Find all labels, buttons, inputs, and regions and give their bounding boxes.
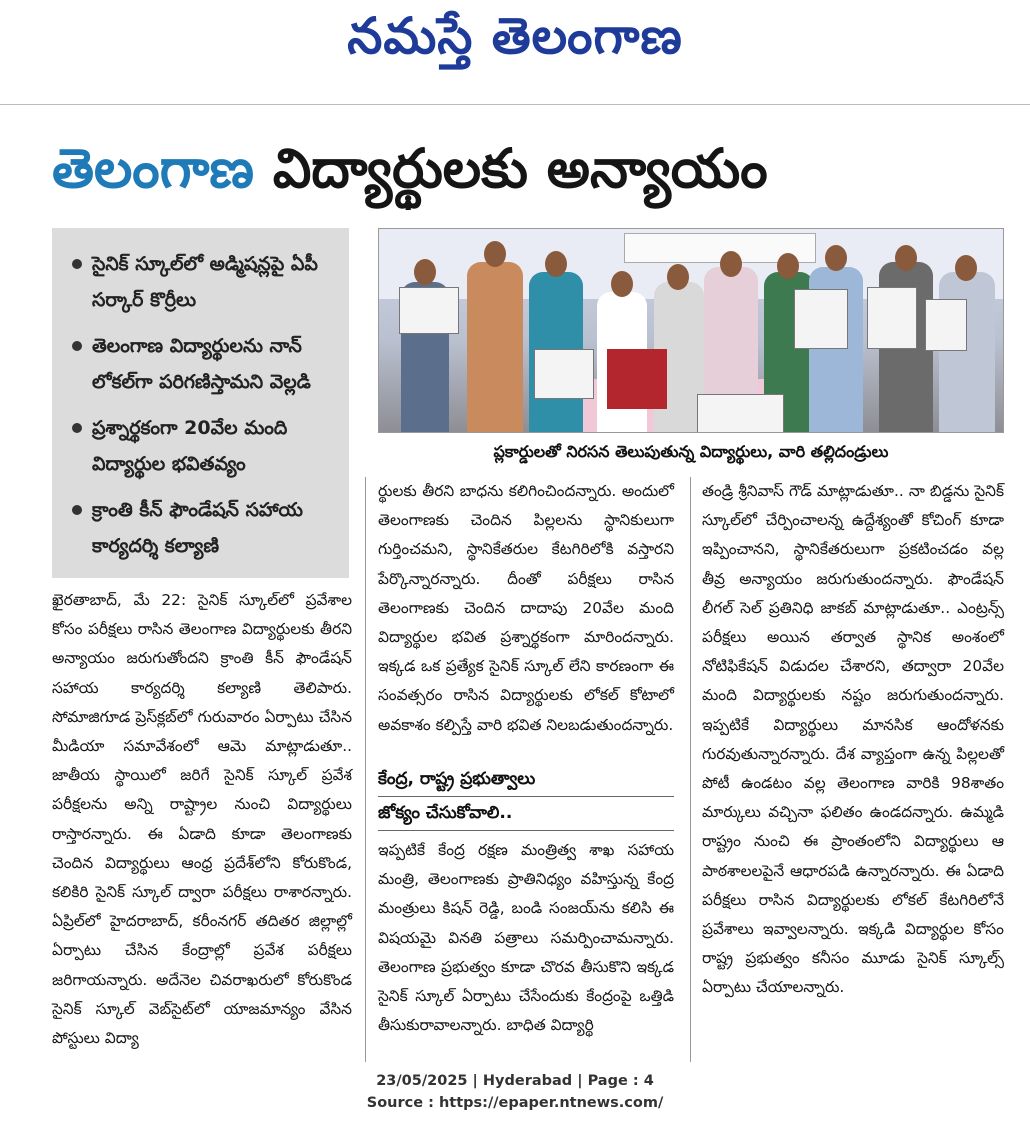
photo-person-head	[611, 271, 633, 297]
photo-person-head	[895, 245, 917, 271]
highlight-text: క్రాంతి కీన్ ఫౌండేషన్ సహాయ కార్యదర్శి కల్యాణి	[92, 499, 303, 557]
highlight-text: ప్రశ్నార్థకంగా 20వేల మంది విద్యార్థుల భవితవ్యం	[92, 417, 288, 475]
highlight-item	[72, 328, 337, 400]
photo-person-head	[545, 251, 567, 277]
bullet-icon	[72, 259, 82, 269]
column-divider	[365, 477, 366, 1062]
newspaper-logo: నమస్తే తెలంగాణ	[347, 6, 683, 65]
photo-person-head	[825, 245, 847, 271]
photo-placard	[925, 299, 967, 351]
article-column-2: ర్థులకు తీరని బాధను కలిగించిందన్నారు. అందులో తెలంగాణకు చెందిన పిల్లలను స్థానికులుగా గుర్తించమని, స్థానికేతరుల కేటగిరిలోకి వస్తారని పేర్కొన్నారన్నారు. దీంతో పరీక్షలు రాసిన తెలంగాణకు చెందిన దాదాపు 20వేల మంది విద్యార్థుల భవిత ప్రశ్నార్థకంగా మారిందన్నారు. ఇక్కడ ఒక ప్రత్యేక సైనిక్ స్కూల్ లేని కారణంగా ఈ సంవత్సరం రాసిన విద్యార్థులకు లోకల్ కోటాలో అవకాశం కల్పిస్తే వారి భవిత నిలబడుతుందన్నారు.	[378, 482, 674, 734]
photo-person	[939, 272, 995, 432]
highlight-text: తెలంగాణ విద్యార్థులను నాన్ లోకల్‌గా పరిగణిస్తామని వెల్లడి	[92, 335, 311, 393]
photo-person-head	[414, 259, 436, 285]
bullet-icon	[72, 341, 82, 351]
bullet-icon	[72, 423, 82, 433]
photo-placard	[867, 287, 917, 349]
highlights-box	[52, 228, 349, 578]
highlight-item	[72, 246, 337, 318]
photo-placard	[534, 349, 594, 399]
photo-person-head	[667, 264, 689, 290]
headline	[52, 128, 1012, 210]
subheading-rule	[378, 830, 674, 831]
photo-person-head	[777, 253, 799, 279]
photo-person-head	[720, 251, 742, 277]
article-column-3: తండ్రి శ్రీనివాస్ గౌడ్ మాట్లాడుతూ.. నా బిడ్డను సైనిక్ స్కూల్‌లో చేర్పించాలన్న ఉద్దేశ్యంతో కోచింగ్ కూడా ఇప్పించానని, స్థానికేతరులుగా ప్రకటించడం వల్ల తీవ్ర అన్యాయం జరుగుతుందన్నారు. ఫౌండేషన్ లీగల్ సెల్ ప్రతినిధి జాకబ్ మాట్లాడుతూ.. ఎంట్రన్స్ పరీక్షలు అయిన తర్వాత స్థానిక అంశంలో నోటిఫికేషన్ విడుదల చేశారని, తద్వారా 20వేల మంది విద్యార్థులకు నష్టం జరుగుతుందన్నారు. ఇప్పటికే విద్యార్థులు మానసిక ఆందోళనకు గురవుతున్నారన్నారు. దేశ వ్యాప్తంగా ఉన్న పిల్లలతో పోటీ ఉండటం వల్ల తెలంగాణ వారికి 98శాతం మార్కులు వచ్చినా ఫలితం ఉండదన్నారు. ఉమ్మడి రాష్ట్రం నుంచి ఈ ప్రాంతంలోని విద్యార్థులు ఆ పాఠశాలలపైనే ఆధారపడి ఉన్నారన్నారు. ఈ ఏడాది పరీక్షలు రాసిన విద్యార్థులకు లోకల్ కేటగిరిలోనే ప్రవేశాలు ఇవ్వాలన్నారు. ఇక్కడి విద్యార్థుల కోసం రాష్ట్ర ప్రభుత్వం కనీసం మూడు సైనిక్ స్కూల్స్ ఏర్పాటు చేయాలన్నారు.	[702, 482, 1004, 997]
article-column-1: ఖైరతాబాద్, మే 22: సైనిక్ స్కూల్‌లో ప్రవేశాల కోసం పరీక్షలు రాసిన తెలంగాణ విద్యార్థులకు తీరని అన్యాయం జరుగుతోందని క్రాంతి కీన్ ఫౌండేషన్ సహాయ కార్యదర్శి కల్యాణి తెలిపారు. సోమాజిగూడ ప్రెస్‌క్లబ్‌లో గురువారం ఏర్పాటు చేసిన మీడియా సమావేశంలో ఆమె మాట్లాడుతూ.. జాతీయ స్థాయిలో జరిగే సైనిక్ స్కూల్ ప్రవేశ పరీక్షలను అన్ని రాష్ట్రాల నుంచి విద్యార్థులు రాస్తారన్నారు. ఈ ఏడాది కూడా తెలంగాణకు చెందిన విద్యార్థులు ఆంధ్ర ప్రదేశ్‌లోని కోరుకొండ, కలికిరి సైనిక్ స్కూల్ ద్వారా పరీక్షలు రాశారన్నారు. ఏప్రిల్‌లో హైదరాబాద్, కరీంనగర్ తదితర జిల్లాల్లో ఏర్పాటు చేసిన కేంద్రాల్లో ప్రవేశ పరీక్షలు జరిగాయన్నారు. అదేనెల చివరాఖరులో కోరుకొండ సైనిక్ స్కూల్ వెబ్‌సైట్‌లో యాజమాన్యం వేసిన పోస్టులు విద్యా	[52, 591, 352, 1048]
photo-caption: ప్లకార్డులతో నిరసన తెలుపుతున్న విద్యార్థులు, వారి తల్లిదండ్రులు	[493, 442, 889, 461]
photo-placard	[794, 289, 848, 349]
highlight-text: సైనిక్ స్కూల్‌లో అడ్మిషన్లపై ఏపీ సర్కార్ కొర్రీలు	[92, 253, 318, 311]
photo-placard-red	[607, 349, 667, 409]
bullet-icon	[72, 505, 82, 515]
masthead-divider	[0, 104, 1030, 105]
photo-person-head	[484, 241, 506, 267]
news-photo	[378, 228, 1004, 433]
subheading-line-1: కేంద్ర, రాష్ట్ర ప్రభుత్వాలు	[378, 769, 536, 789]
headline-part-dark: విద్యార్థులకు అన్యాయం	[254, 137, 768, 200]
masthead	[0, 0, 1030, 100]
highlight-item	[72, 410, 337, 482]
subheading-line-2: జోక్యం చేసుకోవాలి..	[378, 803, 513, 823]
photo-person	[467, 262, 523, 432]
headline-part-blue: తెలంగాణ	[52, 137, 255, 200]
photo-placard	[399, 287, 459, 334]
footer-date-line: 23/05/2025 | Hyderabad | Page : 4	[376, 1073, 654, 1089]
page-footer	[0, 1070, 1030, 1114]
footer-source-line: Source : https://epaper.ntnews.com/	[366, 1095, 664, 1111]
photo-person-head	[955, 255, 977, 281]
article-column-2-continued: ఇప్పటికే కేంద్ర రక్షణ మంత్రిత్వ శాఖ సహాయ మంత్రి, తెలంగాణకు ప్రాతినిధ్యం వహిస్తున్న కేంద్ర మంత్రులు కిషన్ రెడ్డి, బండి సంజయ్‌ను కలిసి ఈ విషయమై వినతి పత్రాలు సమర్పించామన్నారు. తెలంగాణ ప్రభుత్వం కూడా చొరవ తీసుకొని ఇక్కడ సైనిక్ స్కూల్ ఏర్పాటు చేసేందుకు కేంద్రంపై ఒత్తిడి తీసుకురావాలన్నారు. బాధిత విద్యార్థి	[378, 841, 674, 1035]
photo-placard	[697, 394, 784, 433]
highlight-item	[72, 492, 337, 564]
subheading-rule	[378, 796, 674, 797]
column-divider	[690, 477, 691, 1062]
